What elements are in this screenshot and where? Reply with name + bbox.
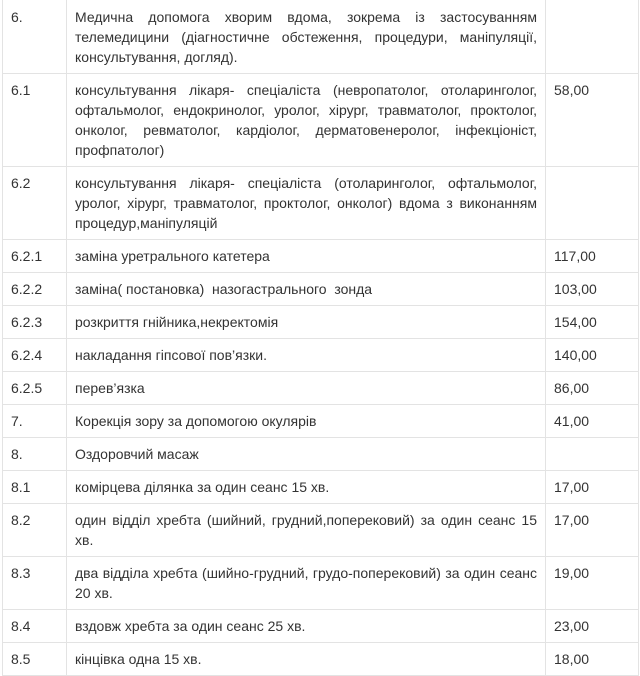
table-row	[3, 240, 639, 273]
service-price: 17,00	[546, 471, 639, 504]
row-number: 8.5	[3, 643, 67, 676]
table-row	[3, 557, 639, 610]
table-row	[3, 339, 639, 372]
row-number: 6.2.3	[3, 306, 67, 339]
row-number: 7.	[3, 405, 67, 438]
table-row	[3, 372, 639, 405]
service-description: Оздоровчий масаж	[67, 438, 546, 471]
service-price	[546, 438, 639, 471]
service-description: Медична допомога хворим вдома, зокрема із застосуванням телемедицини (діагностичне обстеження, процедури, маніпуляції, консультування, догляд).	[67, 0, 546, 74]
row-number: 8.	[3, 438, 67, 471]
service-price	[546, 167, 639, 240]
table-row	[3, 405, 639, 438]
price-list-table	[2, 0, 639, 676]
table-row	[3, 438, 639, 471]
table-row	[3, 0, 639, 74]
row-number: 8.4	[3, 610, 67, 643]
service-description: кінцівка одна 15 хв.	[67, 643, 546, 676]
service-price: 41,00	[546, 405, 639, 438]
service-description: перев’язка	[67, 372, 546, 405]
service-description: два відділа хребта (шийно-грудний, грудо-поперековий) за один сеанс 20 хв.	[67, 557, 546, 610]
service-price: 23,00	[546, 610, 639, 643]
table-row	[3, 167, 639, 240]
row-number: 8.1	[3, 471, 67, 504]
table-row	[3, 643, 639, 676]
service-description: комірцева ділянка за один сеанс 15 хв.	[67, 471, 546, 504]
table-row	[3, 273, 639, 306]
service-price: 58,00	[546, 74, 639, 167]
row-number: 8.3	[3, 557, 67, 610]
service-description: заміна уретрального катетера	[67, 240, 546, 273]
service-price: 140,00	[546, 339, 639, 372]
row-number: 6.1	[3, 74, 67, 167]
service-price: 103,00	[546, 273, 639, 306]
service-price: 154,00	[546, 306, 639, 339]
table-row	[3, 504, 639, 557]
service-price: 18,00	[546, 643, 639, 676]
row-number: 8.2	[3, 504, 67, 557]
row-number: 6.	[3, 0, 67, 74]
table-row	[3, 610, 639, 643]
table-row	[3, 471, 639, 504]
service-description: консультування лікаря- спеціаліста (отоларинголог, офтальмолог, уролог, хірург, травматолог, проктолог, онколог) вдома з виконанням процедур,маніпуляцій	[67, 167, 546, 240]
row-number: 6.2.5	[3, 372, 67, 405]
service-description: Корекція зору за допомогою окулярів	[67, 405, 546, 438]
service-description: розкриття гнійника,некректомія	[67, 306, 546, 339]
service-description: заміна( постановка) назогастрального зонда	[67, 273, 546, 306]
row-number: 6.2	[3, 167, 67, 240]
service-description: накладання гіпсової пов’язки.	[67, 339, 546, 372]
row-number: 6.2.1	[3, 240, 67, 273]
service-description: вздовж хребта за один сеанс 25 хв.	[67, 610, 546, 643]
service-description: консультування лікаря- спеціаліста (невропатолог, отоларинголог, офтальмолог, ендокринолог, уролог, хірург, травматолог, проктолог, онколог, ревматолог, кардіолог, дерматовенеролог, інфекціоніст, профпатолог)	[67, 74, 546, 167]
service-price: 117,00	[546, 240, 639, 273]
table-row	[3, 74, 639, 167]
row-number: 6.2.2	[3, 273, 67, 306]
row-number: 6.2.4	[3, 339, 67, 372]
service-price: 86,00	[546, 372, 639, 405]
service-description: один відділ хребта (шийний, грудний,поперековий) за один сеанс 15 хв.	[67, 504, 546, 557]
service-price	[546, 0, 639, 74]
service-price: 19,00	[546, 557, 639, 610]
service-price: 17,00	[546, 504, 639, 557]
table-row	[3, 306, 639, 339]
